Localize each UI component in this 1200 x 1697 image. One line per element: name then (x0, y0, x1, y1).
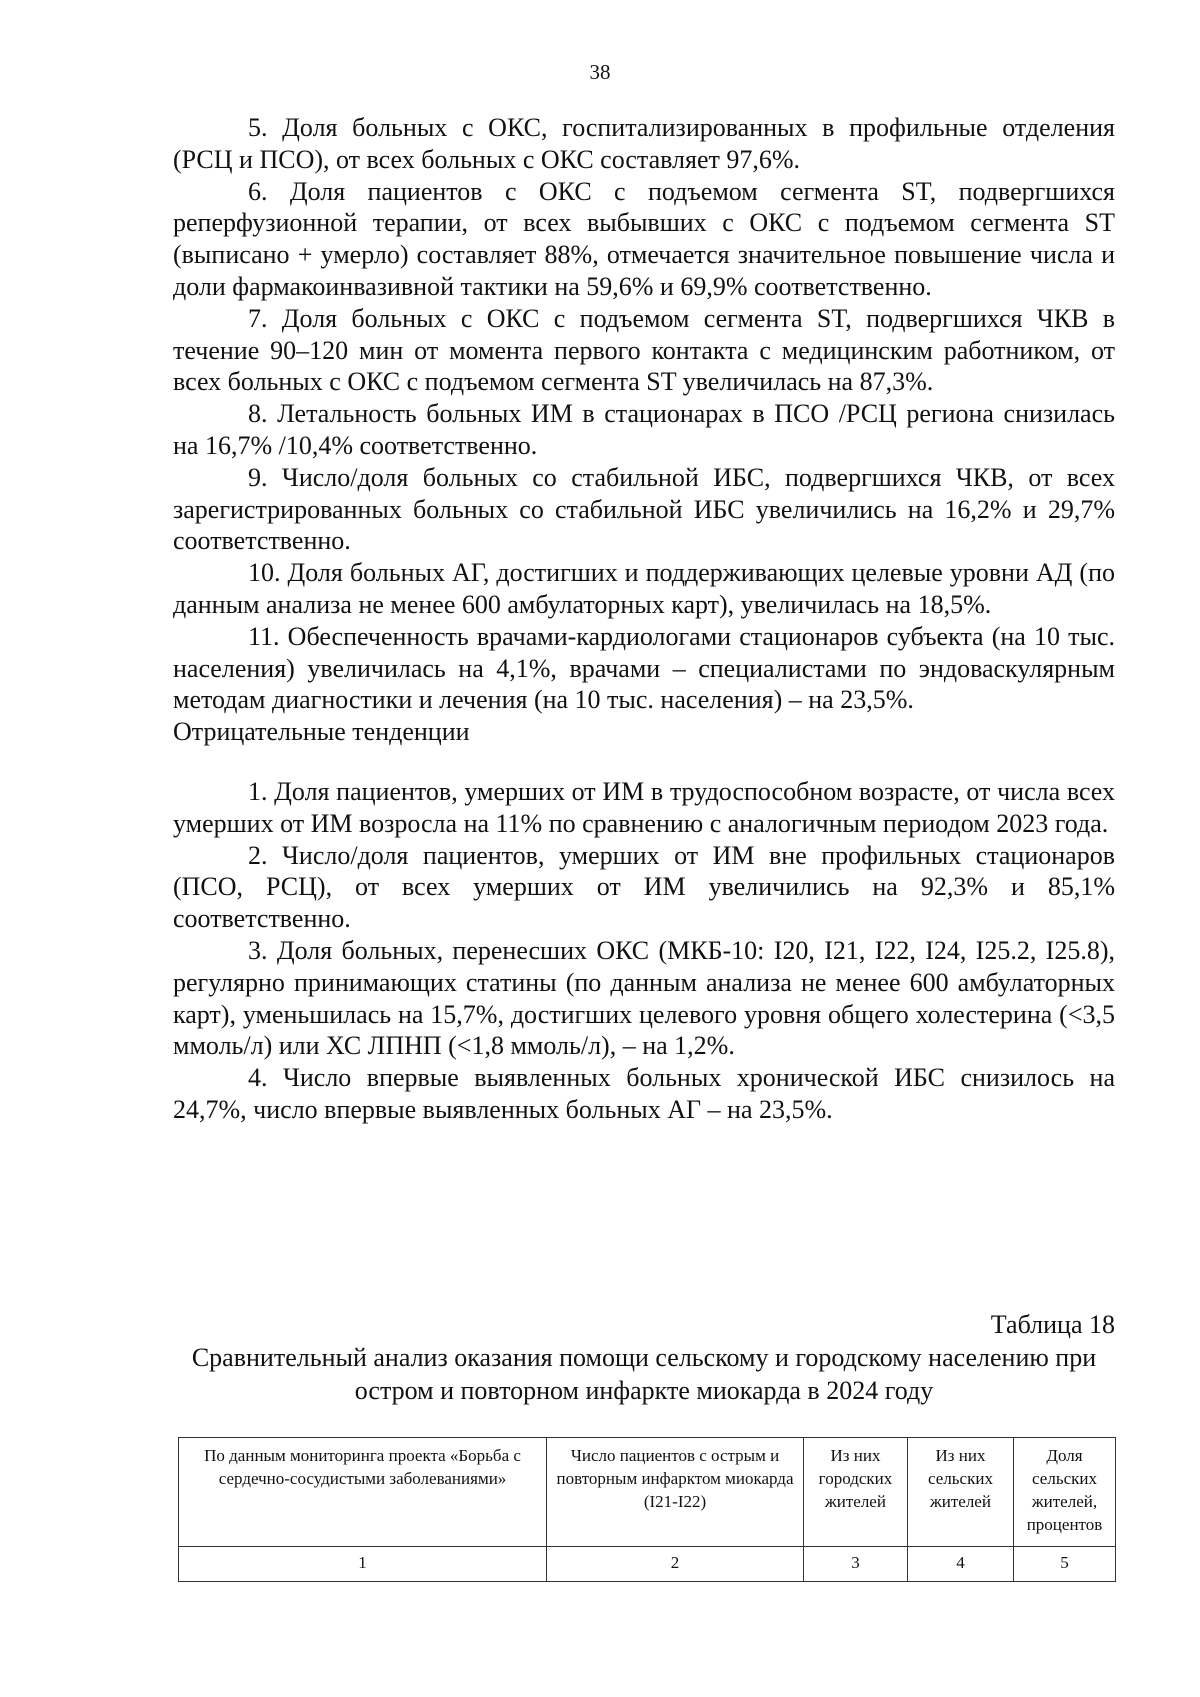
paragraph-negative-1: 1. Доля пациентов, умерших от ИМ в трудоспособном возрасте, от числа всех умерших от ИМ возросла на 11% по сравнению с аналогичным периодом 2023 года. (173, 776, 1115, 838)
table-cell: 2 (547, 1547, 804, 1582)
table-number-label: Таблица 18 (990, 1310, 1115, 1339)
paragraph-positive-9: 9. Число/доля больных со стабильной ИБС, подвергшихся ЧКВ, от всех зарегистрированных больных со стабильной ИБС увеличились на 16,2% и 29,7% соответственно. (173, 462, 1115, 556)
table-header-cell: Число пациентов с острым и повторным инфарктом миокарда (I21-I22) (547, 1438, 804, 1547)
body-text (173, 112, 1115, 1126)
table-cell: 4 (907, 1547, 1013, 1582)
table-header-cell: Из них сельских жителей (907, 1438, 1013, 1547)
paragraph-positive-11: 11. Обеспеченность врачами-кардиологами стационаров субъекта (на 10 тыс. населения) увеличилась на 4,1%, врачами – специалистами по эндоваскулярным методам диагностики и лечения (на 10 тыс. населения) – на 23,5%. (173, 621, 1115, 715)
data-table (178, 1437, 1116, 1582)
table-header-cell: Доля сельских жителей, процентов (1014, 1438, 1116, 1547)
table-caption (173, 1308, 1115, 1407)
paragraph-negative-3: 3. Доля больных, перенесших ОКС (МКБ-10: I20, I21, I22, I24, I25.2, I25.8), регулярно принимающих статины (по данным анализа не менее 600 амбулаторных карт), уменьшилась на 15,7%, достигших целевого уровня общего холестерина (<3,5 ммоль/л) или ХС ЛПНП (<1,8 ммоль/л), – на 1,2%. (173, 935, 1115, 1061)
page-number: 38 (589, 60, 611, 84)
table-header-cell: Из них городских жителей (803, 1438, 907, 1547)
negative-trends-heading: Отрицательные тенденции (173, 717, 470, 747)
table-cell: 1 (179, 1547, 547, 1582)
table-cell: 5 (1014, 1547, 1116, 1582)
table-cell: 3 (803, 1547, 907, 1582)
paragraph-positive-10: 10. Доля больных АГ, достигших и поддерживающих целевые уровни АД (по данным анализа не менее 600 амбулаторных карт), увеличилась на 18,5%. (173, 558, 1115, 619)
paragraph-positive-5: 5. Доля больных с ОКС, госпитализированных в профильные отделения (РСЦ и ПСО), от всех больных с ОКС составляет 97,6%. (173, 113, 1115, 174)
table-row (179, 1547, 1116, 1582)
paragraph-negative-2: 2. Число/доля пациентов, умерших от ИМ вне профильных стационаров (ПСО, РСЦ), от всех умерших от ИМ увеличились на 92,3% и 85,1% соответственно. (173, 840, 1115, 934)
paragraph-positive-8: 8. Летальность больных ИМ в стационарах в ПСО /РСЦ региона снизилась на 16,7% /10,4% соответственно. (173, 399, 1115, 460)
paragraph-negative-4: 4. Число впервые выявленных больных хронической ИБС снизилось на 24,7%, число впервые выявленных больных АГ – на 23,5%. (173, 1063, 1115, 1124)
table-title: Сравнительный анализ оказания помощи сельскому и городскому населению при остром и повторном инфаркте миокарда в 2024 году (191, 1343, 1097, 1405)
paragraph-positive-7: 7. Доля больных с ОКС с подъемом сегмента ST, подвергшихся ЧКВ в течение 90–120 мин от момента первого контакта с медицинским работником, от всех больных с ОКС с подъемом сегмента ST увеличилась на 87,3%. (173, 303, 1115, 397)
paragraph-positive-6: 6. Доля пациентов с ОКС с подъемом сегмента ST, подвергшихся реперфузионной терапии, от всех выбывших с ОКС с подъемом сегмента ST (выписано + умерло) составляет 88%, отмечается значительное повышение числа и доли фармакоинвазивной тактики на 59,6% и 69,9% соответственно. (173, 176, 1115, 301)
table-header-cell: По данным мониторинга проекта «Борьба с сердечно-сосудистыми заболеваниями» (179, 1438, 547, 1547)
table-header-row (179, 1438, 1116, 1547)
